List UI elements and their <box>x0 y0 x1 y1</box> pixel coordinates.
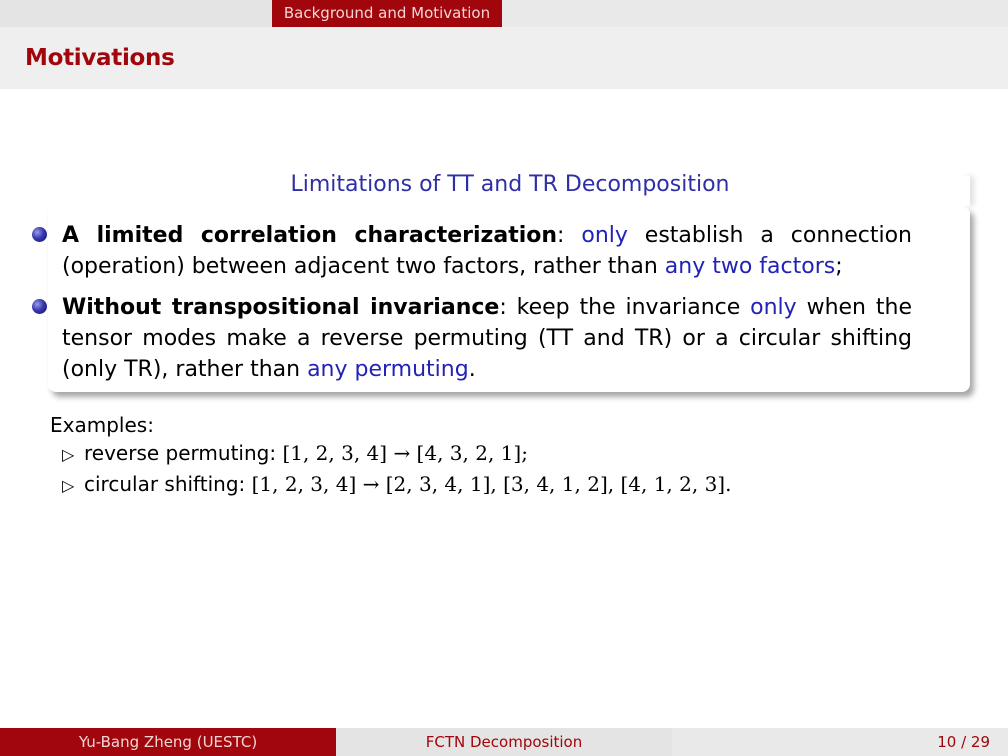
item-highlight: any two factors <box>664 254 836 279</box>
item-text: ; <box>835 254 843 279</box>
bullet-icon <box>32 227 47 242</box>
examples-heading: Examples: <box>50 413 154 437</box>
item-text: : <box>557 223 582 248</box>
nav-bar-filler <box>502 0 1008 27</box>
footer-author: Yu-Bang Zheng (UESTC) <box>0 728 336 756</box>
triangle-marker-icon: ▷ <box>62 445 75 464</box>
limitation-item-correlation <box>62 220 912 282</box>
frame-title-bar <box>0 27 1008 89</box>
footer-page-number: 10 / 29 <box>672 728 1008 756</box>
item-text: . <box>468 357 476 382</box>
block-title: Limitations of TT and TR Decomposition <box>290 172 730 197</box>
example-circular-shifting <box>62 472 731 496</box>
item-text: : keep the invariance <box>499 295 751 320</box>
example-math: [1, 2, 3, 4] → [2, 3, 4, 1], [3, 4, 1, 2], [4, 1, 2, 3]. <box>251 472 732 496</box>
example-label: reverse permuting: <box>84 441 283 465</box>
item-text: establish a connection (operation) between adjacent two factors, rather than <box>62 223 912 279</box>
item-bold-term: Without transpositional invariance <box>62 295 500 320</box>
footer-bar <box>0 728 1008 756</box>
item-highlight: only <box>581 223 628 248</box>
bullet-icon <box>32 299 47 314</box>
nav-section-current[interactable]: Background and Motivation <box>272 0 502 27</box>
item-bold-term: A limited correlation characterization <box>62 223 558 248</box>
triangle-marker-icon: ▷ <box>62 476 75 495</box>
frame-title: Motivations <box>25 45 175 71</box>
example-math: [1, 2, 3, 4] → [4, 3, 2, 1]; <box>282 441 528 465</box>
navigation-bar <box>0 0 1008 27</box>
item-highlight: any permuting <box>307 357 469 382</box>
example-label: circular shifting: <box>84 472 252 496</box>
item-text: when the tensor modes make a reverse permuting (TT and TR) or a circular shifting (only TR), rather than <box>62 295 912 382</box>
footer-title: FCTN Decomposition <box>336 728 672 756</box>
limitation-item-invariance <box>62 292 912 385</box>
example-reverse-permuting <box>62 441 528 465</box>
item-highlight: only <box>750 295 797 320</box>
